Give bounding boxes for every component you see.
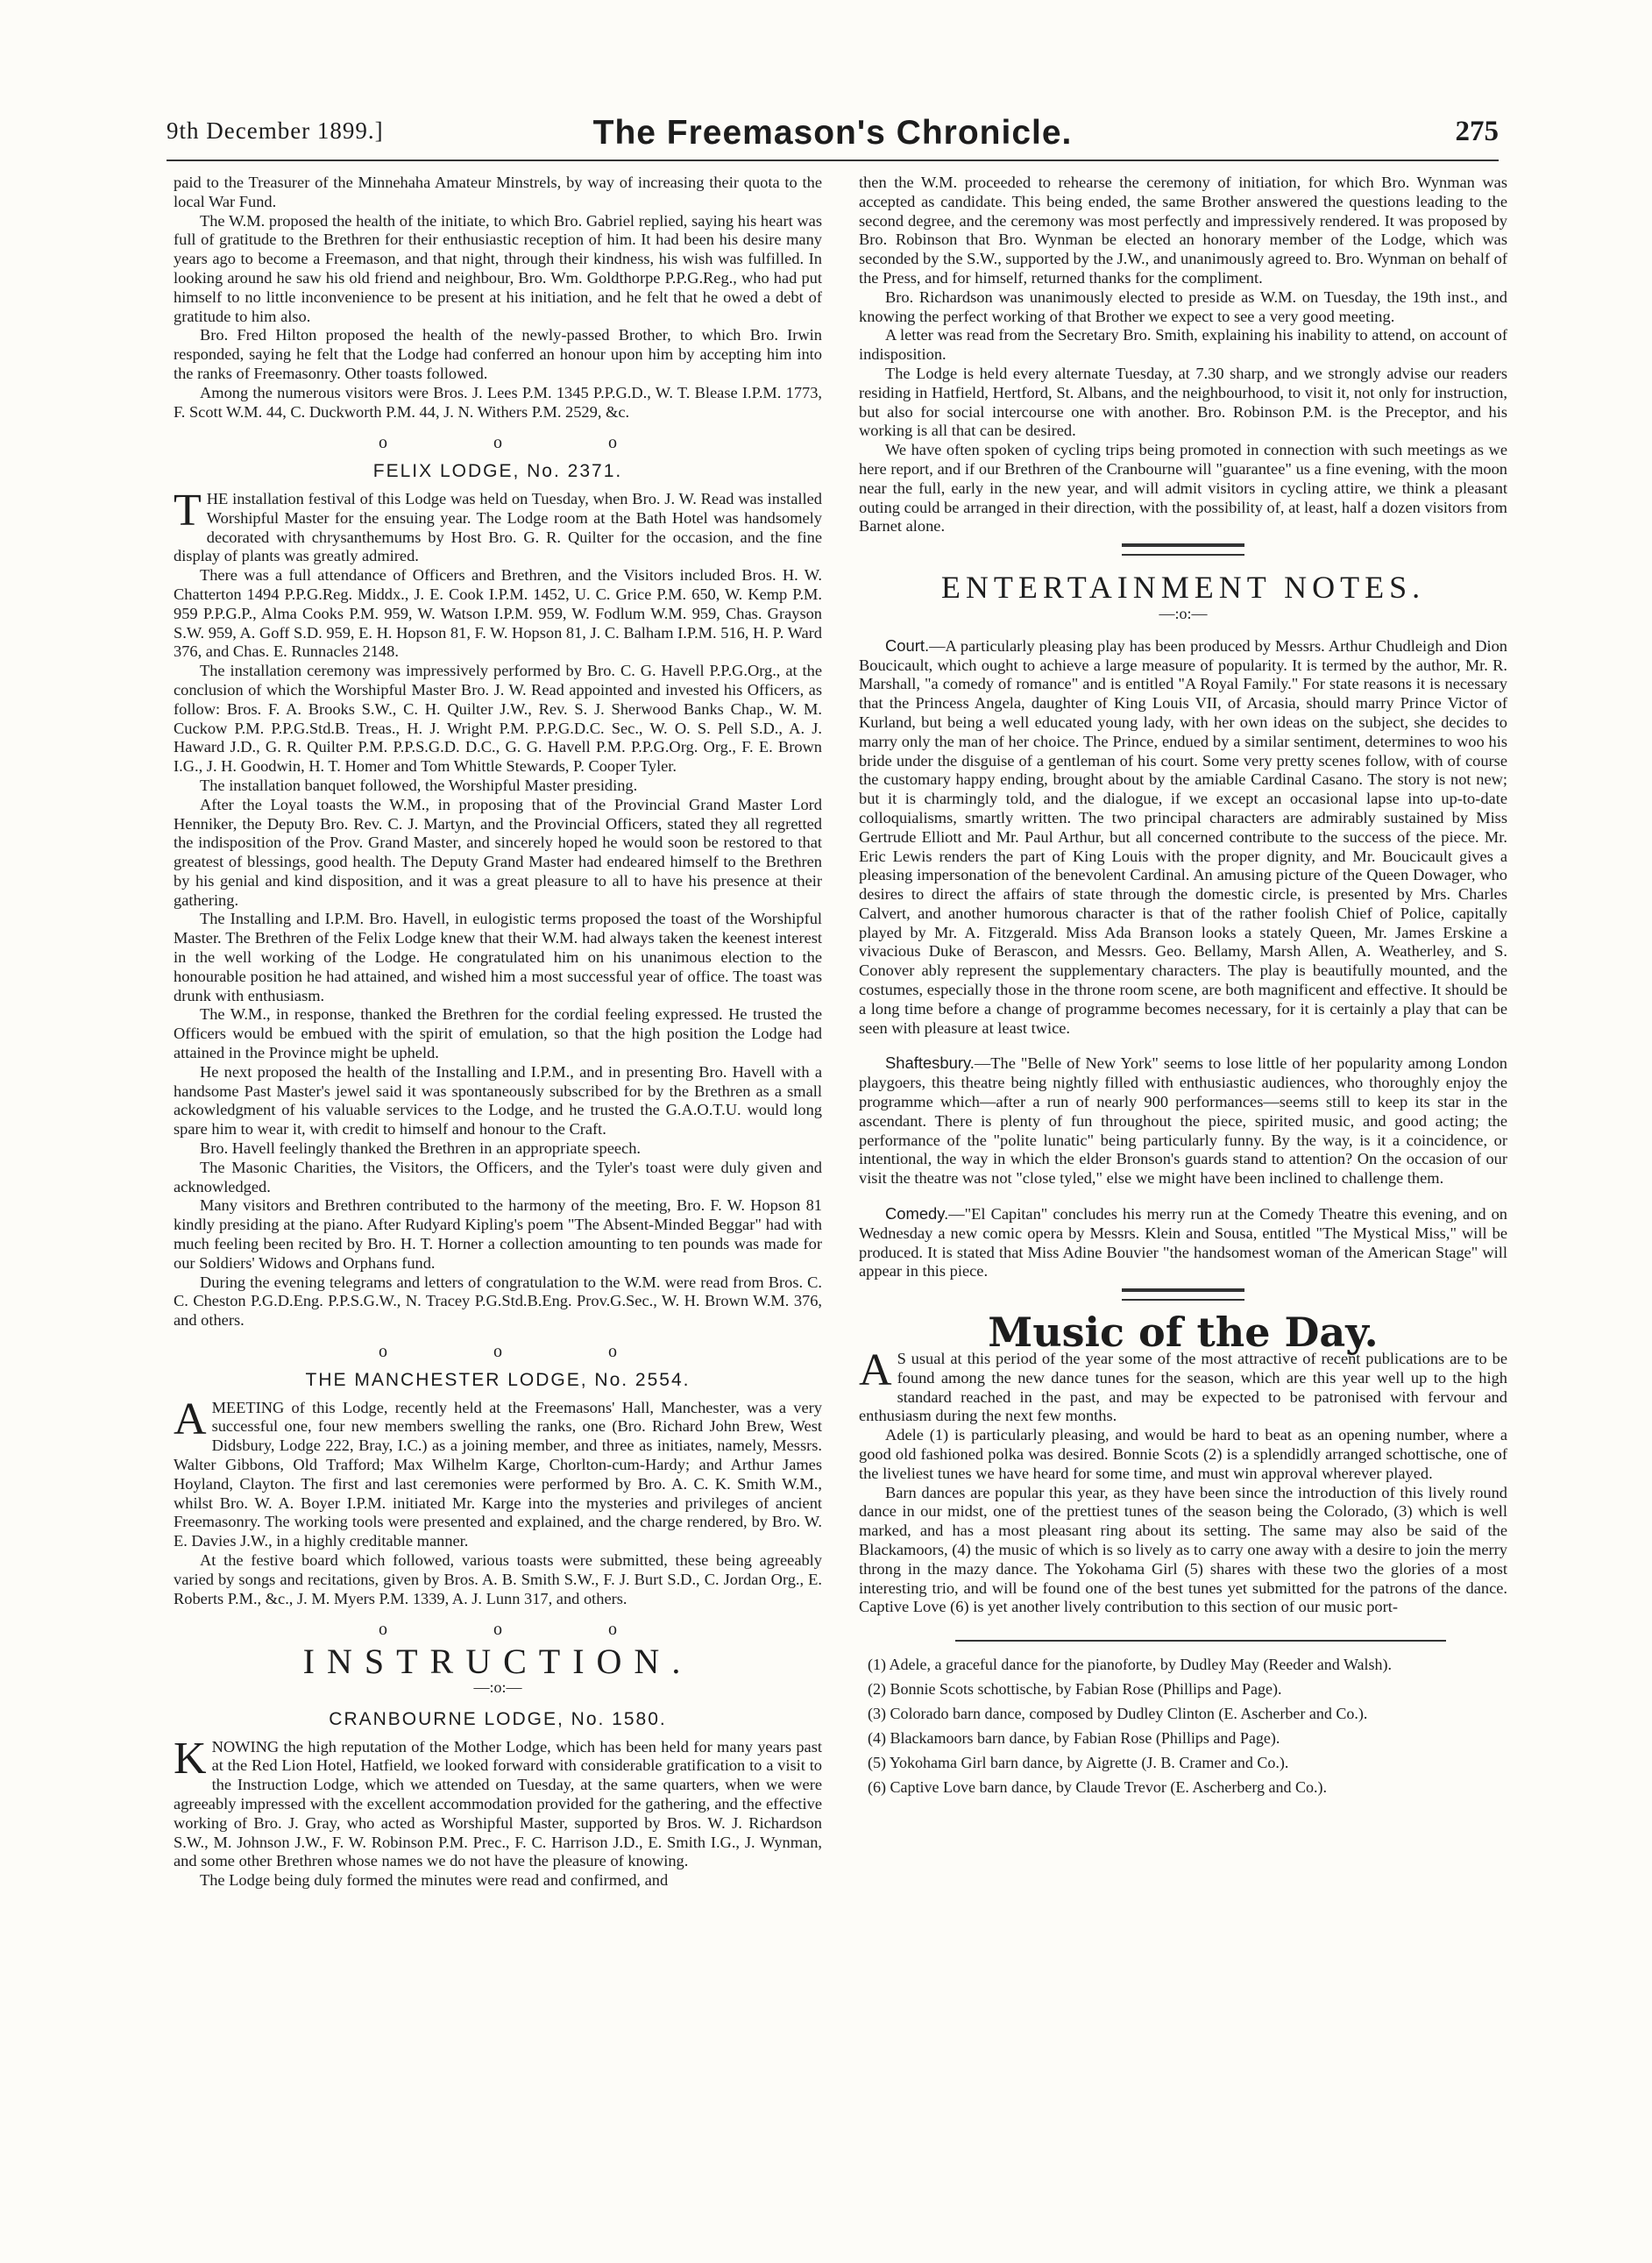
section-ornament-rule bbox=[1122, 543, 1244, 556]
paragraph: The installation banquet followed, the Worshipful Master presiding. bbox=[200, 776, 638, 794]
paragraph: Among the numerous visitors were Bros. J. Lees P.M. 1345 P.P.G.D., W. T. Blease I.P.M. 1773, F. Scott W.M. 44, C. Duckworth P.M. 44, J. N. Withers P.M. 2529, &c. bbox=[174, 383, 822, 421]
paragraph: AMEETING of this Lodge, recently held at the Freemasons' Hall, Manchester, was a very successful one, four new members swelling the ranks, one (Bro. Richard John Brew, West Didsbury, Lodge 222, Bray, I.C.) as a joining member, and three as initiates, namely, Messrs. Walter Gibbons, Old Trafford; Max Wilhelm Karge, Chorlton-cum-Hardy; and Arthur James Hoyland, Clayton. The first and last ceremonies were performed by Bro. A. C. K. Smith W.M., whilst Bro. W. A. Boyer I.P.M. initiated Mr. Karge into the mysteries and privileges of ancient Freemasonry. The working tools were presented and explained, and the charge rendered, by Bro. W. E. Davies J.W., in a highly creditable manner. bbox=[174, 1394, 822, 1550]
paragraph: He next proposed the health of the Installing and I.P.M., and in presenting Bro. Havell with a handsome Past Master's jewel said it was spontaneously subscribed for by the Brethren as a small ackowledgment of his valuable services to the Lodge, and he trusted the G.A.O.T.U. would long spare him to wear it, with credit to himself and honour to the Craft. bbox=[174, 1062, 822, 1139]
page-number: 275 bbox=[1455, 116, 1499, 147]
paragraph: Bro. Fred Hilton proposed the health of the newly-passed Brother, to which Bro. Irwin responded, saying he felt that the Lodge had conferred an honour upon him by accepting him into the ranks of Freemasonry. Other toasts followed. bbox=[174, 326, 822, 382]
ornament: —:o:— bbox=[1159, 604, 1208, 622]
paragraph: A S usual at this period of the year some of the most attractive of recent publications are to be found among the new dance tunes for the season, which are this year well up to the high standard reached in the past, and may be expected to be patronised with fervour and enthusiasm during the next few months. bbox=[859, 1345, 1507, 1425]
header-rule bbox=[167, 160, 1499, 161]
drop-cap: T bbox=[174, 485, 202, 536]
paragraph: The installation ceremony was impressively performed by Bro. C. G. Havell P.P.G.Org., at the conclusion of which the Worshipful Master Bro. J. W. Read appointed and invested his Officers, as follow: Bros. F. A. Brooks S.W., C. H. Quilter J.W., Rev. S. J. Sherwood Banks Chap., W. M. Cuckow P.M. P.P.G.Std.B. Treas., H. J. Wright P.M. P.P.G.D.C. Sec., W. O. S. Pell S.D., A. J. Haward J.D., G. R. Quilter P.M. P.P.S.G.D. D.C., G. G. Havell P.M. P.P.G.Org. Org., F. E. Brown I.G., J. H. Goodwin, H. T. Homer and Tom Whittle Stewards, P. Cooper Tyler. bbox=[174, 662, 822, 776]
paragraph: Bro. Richardson was unanimously elected to preside as W.M. on Tuesday, the 19th inst., and knowing the perfect working of that Brother we expect to see a very good meeting. bbox=[859, 287, 1507, 325]
section-separator: o o o bbox=[379, 1620, 668, 1640]
footnote: (2) Bonnie Scots schottische, by Fabian Rose (Phillips and Page). bbox=[868, 1680, 1282, 1699]
manchester-lodge-heading: THE MANCHESTER LODGE, No. 2554. bbox=[305, 1369, 691, 1390]
right-column bbox=[859, 174, 1507, 1801]
masthead-title: The Freemason's Chronicle. bbox=[592, 114, 1073, 152]
footnote: (4) Blackamoors barn dance, by Fabian Rose (Phillips and Page). bbox=[868, 1729, 1280, 1748]
music-of-the-day-heading: Music of the Day. bbox=[988, 1309, 1379, 1357]
paragraph: Court.—A particularly pleasing play has been produced by Messrs. Arthur Chudleigh and Dion Boucicault, which ought to achieve a large measure of popularity. It is termed by the author, Mr. R. Marshall, "a comedy of romance" and is entitled "A Royal Family." For state reasons it is necessary that the Princess Angela, daughter of King Louis VII, of Arcasia, should marry Prince Victor of Kurland, but being a well educated young lady, with her own ideas on the subject, she decides to marry only the man of her choice. The Prince, endued by a similar sentiment, determines to woo his bride under the disguise of a gentleman of his court. Some very pretty scenes follow, with of course the customary happy ending, brought about by the amiable Cardinal Casano. The story is not new; but it is charmingly told, and the dialogue, if we except an occasional lapse into up-to-date colloquialisms, smartly written. The two principal characters are admirably sustained by Miss Gertrude Elliott and Mr. Paul Arthur, but all concerned contribute to the success of the piece. Mr. Eric Lewis renders the part of King Louis with the proper dignity, and Mr. Boucicault gives a pleasing impersonation of the benevolent Cardinal. An amusing picture of the Queen Dowager, who desires to direct the affairs of state through the domestic circle, is presented by Mrs. Charles Calvert, and another humorous character is that of the rather foolish Chief of Police, capitally played by Mr. A. Fitzgerald. Miss Ada Branson looks a stately Queen, Mr. James Erskine a vivacious Duke of Berascon, and Messrs. Geo. Bellamy, Marsh Allen, A. Weatherley, and S. Conover ably represent the supplementary characters. The play is beautifully mounted, and the costumes, especially those in the throne room scene, are both magnificent and effective. It should be a long time before a change of programme becomes necessary, for it is certainly a play that can be seen with pleasure at least twice. bbox=[859, 635, 1507, 1037]
paragraph: The W.M. proposed the health of the initiate, to which Bro. Gabriel replied, saying his heart was full of gratitude to the Brethren for their enthusiastic reception of him. It had been his desire many years ago to become a Freemason, and that night, through their kindness, his wish was fulfilled. In looking around he saw his old friend and neighbour, Bro. Wm. Goldthorpe P.P.G.Reg., who had put himself to no little inconvenience to be present at his initiation, and he felt that he owed a debt of gratitude to him also. bbox=[174, 211, 822, 325]
paragraph: A letter was read from the Secretary Bro. Smith, explaining his inability to attend, on account of indisposition. bbox=[859, 326, 1507, 364]
footnote-rule bbox=[955, 1640, 1446, 1642]
issue-date: 9th December 1899.] bbox=[167, 117, 384, 144]
entertainment-notes-heading: ENTERTAINMENT NOTES. bbox=[940, 570, 1426, 606]
paragraph: Bro. Havell feelingly thanked the Brethren in an appropriate speech. bbox=[200, 1139, 642, 1158]
paragraph: then the W.M. proceeded to rehearse the ceremony of initiation, for which Bro. Wynman was accepted as candidate. This being ended, the same Brother answered the questions leading to the second degree, and the ceremony was most perfectly and impressively rendered. It was proposed by Bro. Robinson that Bro. Wynman be elected an honorary member of the Lodge, which was seconded by the S.W., supported by the J.W., and unanimously agreed to. Bro. Wynman on behalf of the Press, and for himself, returned thanks for the compliment. bbox=[859, 174, 1507, 287]
drop-cap: A bbox=[859, 1345, 892, 1396]
paragraph: paid to the Treasurer of the Minnehaha Amateur Minstrels, by way of increasing their quota to the local War Fund. bbox=[174, 174, 822, 210]
instruction-heading: INSTRUCTION. bbox=[302, 1642, 693, 1682]
paragraph: The Masonic Charities, the Visitors, the Officers, and the Tyler's toast were duly given and acknowledged. bbox=[174, 1158, 822, 1195]
paragraph: Adele (1) is particularly pleasing, and would be hard to beat as an opening number, where a good old fashioned polka was desired. Bonnie Scots (2) is a splendidly arranged schottische, one of the liveliest tunes we have heard for some time, and must win approval wherever played. bbox=[859, 1426, 1507, 1482]
theatre-name: Comedy. bbox=[885, 1204, 949, 1224]
paragraph: The W.M., in response, thanked the Brethren for the cordial feeling expressed. He trusted the Officers would be embued with the spirit of emulation, so that the high position the Lodge had attained in the Province might be upheld. bbox=[174, 1005, 822, 1062]
footnote: (1) Adele, a graceful dance for the pianoforte, by Dudley May (Reeder and Walsh). bbox=[868, 1656, 1392, 1674]
cranbourne-lodge-heading: CRANBOURNE LODGE, No. 1580. bbox=[329, 1708, 667, 1729]
footnote: (6) Captive Love barn dance, by Claude Trevor (E. Ascherberg and Co.). bbox=[868, 1778, 1328, 1797]
paragraph: Barn dances are popular this year, as they have been since the introduction of this lively round dance in our midst, one of the prettiest tunes of the season being the Colorado, (3) which is well marked, and has a most pleasant ring about its setting. The same may also be said of the Blackamoors, (4) the music of which is so lively as to carry one away with a desire to join the merry throng in the mazy dance. The Yokohama Girl (5) shares with these two the glories of a most interesting trio, and will be found one of the best tunes yet submitted for the patrons of the dance. Captive Love (6) is yet another lively contribution to this section of our music port- bbox=[859, 1483, 1507, 1616]
paragraph: We have often spoken of cycling trips being promoted in connection with such meetings as we here report, and if our Brethren of the Cranbourne will "guarantee" us a fine evening, with the moon near the full, early in the new year, and will admit visitors in cycling attire, we think a pleasant outing could be arranged in their direction, with the possibility of, at least, half a dozen visitors from Barnet alone. bbox=[859, 441, 1507, 536]
theatre-name: Shaftesbury. bbox=[885, 1053, 975, 1073]
section-separator: o o o bbox=[379, 433, 668, 453]
felix-lodge-heading: FELIX LODGE, No. 2371. bbox=[372, 461, 623, 482]
footnote: (3) Colorado barn dance, composed by Dudley Clinton (E. Ascherber and Co.). bbox=[868, 1705, 1368, 1723]
paragraph: Comedy.—"El Capitan" concludes his merry run at the Comedy Theatre this evening, and on Wednesday a new comic opera by Messrs. Klein and Sousa, entitled "The Mystical Miss," will be produced. It is stated that Miss Adine Bouvier "the handsomest woman of the American Stage" will appear in this piece. bbox=[859, 1204, 1507, 1280]
paragraph: KNOWING the high reputation of the Mother Lodge, which has been held for many years past at the Red Lion Hotel, Hatfield, we looked forward with considerable gratification to a visit to the Instruction Lodge, which we attended on Tuesday, at the same quarters, when we were agreeably impressed with the excellent accommodation provided for the gathering, and the effective working of Bro. J. Gray, who acted as Worshipful Master, supported by Bros. W. J. Richardson S.W., M. Johnson J.W., F. W. Robinson P.M. Prec., F. C. Harrison J.D., E. Smith I.G., J. Wynman, and some other Brethren whose names we do not have the pleasure of knowing. bbox=[174, 1733, 822, 1870]
left-column bbox=[174, 174, 822, 1891]
section-ornament-rule bbox=[1122, 1288, 1244, 1301]
paragraph: Many visitors and Brethren contributed to the harmony of the meeting, Bro. F. W. Hopson 81 kindly presiding at the piano. After Rudyard Kipling's poem "The Absent-Minded Beggar" had with much feeling been recited by Bro. H. T. Horner a collection amounting to ten pounds was made for our Soldiers' Widows and Orphans fund. bbox=[174, 1196, 822, 1272]
paragraph: The Lodge is held every alternate Tuesday, at 7.30 sharp, and we strongly advise our readers residing in Hatfield, Hertford, St. Albans, and the neighbourhood, to visit it, not only for instruction, but also for social intercourse one with another. Bro. Robinson P.M. is the Preceptor, and his working is all that can be desired. bbox=[859, 364, 1507, 440]
paragraph: THE installation festival of this Lodge was held on Tuesday, when Bro. J. W. Read was installed Worshipful Master for the ensuing year. The Lodge room at the Bath Hotel was handsomely decorated with chrysanthemums by Host Bro. G. R. Quilter for the occasion, and the fine display of plants was greatly admired. bbox=[174, 485, 822, 565]
paragraph: There was a full attendance of Officers and Brethren, and the Visitors included Bros. H. W. Chatterton 1494 P.P.G.Reg. Middx., J. E. Cook I.P.M. 1452, U. C. Grice P.M. 650, W. Kemp P.M. 959 P.P.G.P., Alma Cooks P.M. 959, W. Watson I.P.M. 959, W. Fodlum W.M. 959, Chas. Grayson S.W. 959, A. Goff S.D. 959, E. H. Hopson 81, F. W. Hopson 81, J. C. Balham I.P.M. 516, H. P. Ward 376, and Chas. E. Runnacles 2148. bbox=[174, 566, 822, 661]
drop-cap: A bbox=[174, 1394, 207, 1444]
drop-cap: K bbox=[174, 1733, 207, 1784]
theatre-name: Court. bbox=[885, 635, 930, 655]
paragraph: After the Loyal toasts the W.M., in proposing that of the Provincial Grand Master Lord Henniker, the Deputy Bro. Rev. C. J. Martyn, and the Provincial Officers, stated they all regretted the indisposition of the Prov. Grand Master, and sincerely hoped he would soon be restored to that greatest of blessings, good health. The Deputy Grand Master had endeared himself to the Brethren by his genial and kind disposition, and it was a great pleasure to all to have his presence at their gathering. bbox=[174, 795, 822, 909]
footnote: (5) Yokohama Girl barn dance, by Aigrette (J. B. Cramer and Co.). bbox=[868, 1754, 1289, 1772]
paragraph: The Installing and I.P.M. Bro. Havell, in eulogistic terms proposed the toast of the Worshipful Master. The Brethren of the Felix Lodge knew that their W.M. had always taken the keenest interest in the well working of the Lodge. He congratulated him on his unanimous election to the honourable position he had attained, and wished him a most successful year of office. The toast was drunk with enthusiasm. bbox=[174, 910, 822, 1004]
section-separator: o o o bbox=[379, 1342, 668, 1362]
paragraph: At the festive board which followed, various toasts were submitted, these being agreeably varied by songs and recitations, given by Bros. A. B. Smith S.W., F. J. Burt S.D., C. Jordan Org., E. Roberts P.M., &c., J. M. Myers P.M. 1339, A. J. Lunn 317, and others. bbox=[174, 1550, 822, 1607]
paragraph: The Lodge being duly formed the minutes were read and confirmed, and bbox=[200, 1871, 669, 1890]
paragraph: Shaftesbury.—The "Belle of New York" seems to lose little of her popularity among London playgoers, this theatre being nightly filled with enthusiastic audiences, who thoroughly enjoy the programme which—after a run of nearly 900 performances—seems still to keep its star in the ascendant. There is plenty of fun throughout the piece, spirited music, and good acting; the performance of the "polite lunatic" being particularly funny. By the way, is it a coincidence, or intentional, the way in which the elder Bronson's guards stand to attention? On the occasion of our visit the theatre was not "close tyled," else we might have been inclined to challenge them. bbox=[859, 1053, 1507, 1188]
page-header bbox=[167, 114, 1499, 153]
paragraph: During the evening telegrams and letters of congratulation to the W.M. were read from Bros. C. C. Cheston P.G.D.Eng. P.P.S.G.W., N. Tracey P.G.Std.B.Eng. Prov.G.Sec., W. H. Brown W.M. 376, and others. bbox=[174, 1273, 822, 1330]
ornament: —:o:— bbox=[473, 1678, 522, 1696]
